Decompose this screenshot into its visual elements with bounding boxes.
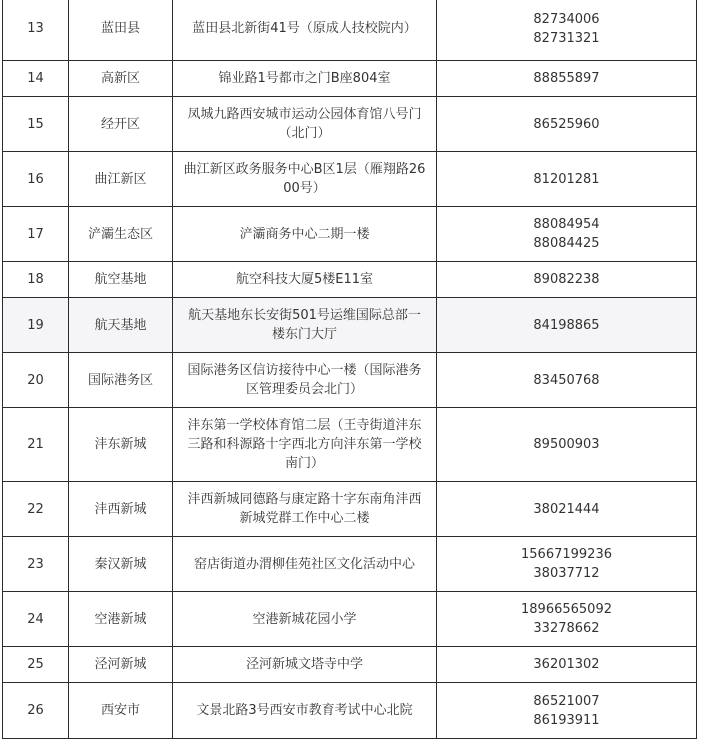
table-row: [3, 683, 697, 739]
phone-number: 86193911: [533, 712, 600, 728]
district-name: 沣西新城: [69, 482, 173, 537]
phone-cell: [437, 482, 697, 537]
row-number: 17: [3, 207, 69, 262]
table-row: [3, 353, 697, 408]
table-row: [3, 592, 697, 647]
row-number: 14: [3, 61, 69, 97]
phone-cell: [437, 683, 697, 739]
row-number: 22: [3, 482, 69, 537]
phone-number: 89082238: [533, 272, 600, 287]
phone-number: 82731321: [533, 30, 600, 46]
table-row: [3, 482, 697, 537]
phone-number: 84198865: [533, 317, 600, 333]
table-row: [3, 298, 697, 353]
address: 文景北路3号西安市教育考试中心北院: [173, 683, 437, 739]
district-name: 沣东新城: [69, 408, 173, 482]
address: 锦业路1号都市之门B座804室: [173, 61, 437, 97]
address: 航空科技大厦5楼E11室: [173, 262, 437, 298]
address: 凤城九路西安城市运动公园体育馆八号门（北门）: [173, 97, 437, 152]
district-name: 空港新城: [69, 592, 173, 647]
phone-number: 88084954: [533, 217, 600, 232]
table-row: [3, 408, 697, 482]
phone-cell: [437, 152, 697, 207]
address: 国际港务区信访接待中心一楼（国际港务区管理委员会北门）: [173, 353, 437, 408]
phone-number: 86525960: [533, 116, 600, 132]
district-name: 泾河新城: [69, 647, 173, 683]
table-row: [3, 207, 697, 262]
address: 泾河新城文塔寺中学: [173, 647, 437, 683]
address: 沣西新城同德路与康定路十字东南角沣西新城党群工作中心二楼: [173, 482, 437, 537]
row-number: 18: [3, 262, 69, 298]
phone-number: 38037712: [533, 566, 600, 581]
phone-number: 33278662: [533, 621, 600, 636]
row-number: 20: [3, 353, 69, 408]
district-name: 航空基地: [69, 262, 173, 298]
phone-cell: [437, 408, 697, 482]
district-name: 航天基地: [69, 298, 173, 353]
phone-cell: [437, 592, 697, 647]
table-row: [3, 537, 697, 592]
phone-cell: [437, 262, 697, 298]
district-name: 国际港务区: [69, 353, 173, 408]
district-name: 曲江新区: [69, 152, 173, 207]
row-number: 21: [3, 408, 69, 482]
row-number: 16: [3, 152, 69, 207]
table-row: [3, 647, 697, 683]
address: 浐灞商务中心二期一楼: [173, 207, 437, 262]
address: 沣东第一学校体育馆二层（王寺街道沣东三路和科源路十字西北方向沣东第一学校南门）: [173, 408, 437, 482]
district-name: 浐灞生态区: [69, 207, 173, 262]
address: 航天基地东长安街501号运维国际总部一楼东门大厅: [173, 298, 437, 353]
district-name: 秦汉新城: [69, 537, 173, 592]
address: 曲江新区政务服务中心B区1层（雁翔路2600号）: [173, 152, 437, 207]
row-number: 24: [3, 592, 69, 647]
phone-cell: [437, 353, 697, 408]
phone-number: 89500903: [533, 437, 600, 452]
row-number: 15: [3, 97, 69, 152]
phone-number: 36201302: [533, 657, 600, 672]
phone-number: 81201281: [533, 171, 600, 187]
row-number: 26: [3, 683, 69, 739]
phone-number: 83450768: [533, 372, 600, 388]
table-row: [3, 152, 697, 207]
district-name: 高新区: [69, 61, 173, 97]
phone-cell: [437, 207, 697, 262]
phone-cell: [437, 537, 697, 592]
phone-cell: [437, 61, 697, 97]
district-name: 蓝田县: [69, 0, 173, 61]
phone-cell: [437, 298, 697, 353]
phone-cell: [437, 647, 697, 683]
table-row: [3, 262, 697, 298]
phone-number: 88084425: [533, 236, 600, 251]
row-number: 23: [3, 537, 69, 592]
phone-number: 86521007: [533, 693, 600, 709]
district-name: 西安市: [69, 683, 173, 739]
phone-number: 82734006: [533, 11, 600, 27]
table-row: [3, 97, 697, 152]
office-table: [2, 0, 697, 739]
phone-number: 88855897: [533, 71, 600, 86]
district-name: 经开区: [69, 97, 173, 152]
phone-cell: [437, 0, 697, 61]
row-number: 19: [3, 298, 69, 353]
phone-number: 18966565092: [521, 602, 612, 617]
address: 空港新城花园小学: [173, 592, 437, 647]
table-row: [3, 0, 697, 61]
phone-number: 38021444: [533, 501, 600, 517]
phone-cell: [437, 97, 697, 152]
phone-number: 15667199236: [521, 547, 612, 562]
table-row: [3, 61, 697, 97]
row-number: 13: [3, 0, 69, 61]
address: 窑店街道办渭柳佳苑社区文化活动中心: [173, 537, 437, 592]
address: 蓝田县北新街41号（原成人技校院内）: [173, 0, 437, 61]
row-number: 25: [3, 647, 69, 683]
